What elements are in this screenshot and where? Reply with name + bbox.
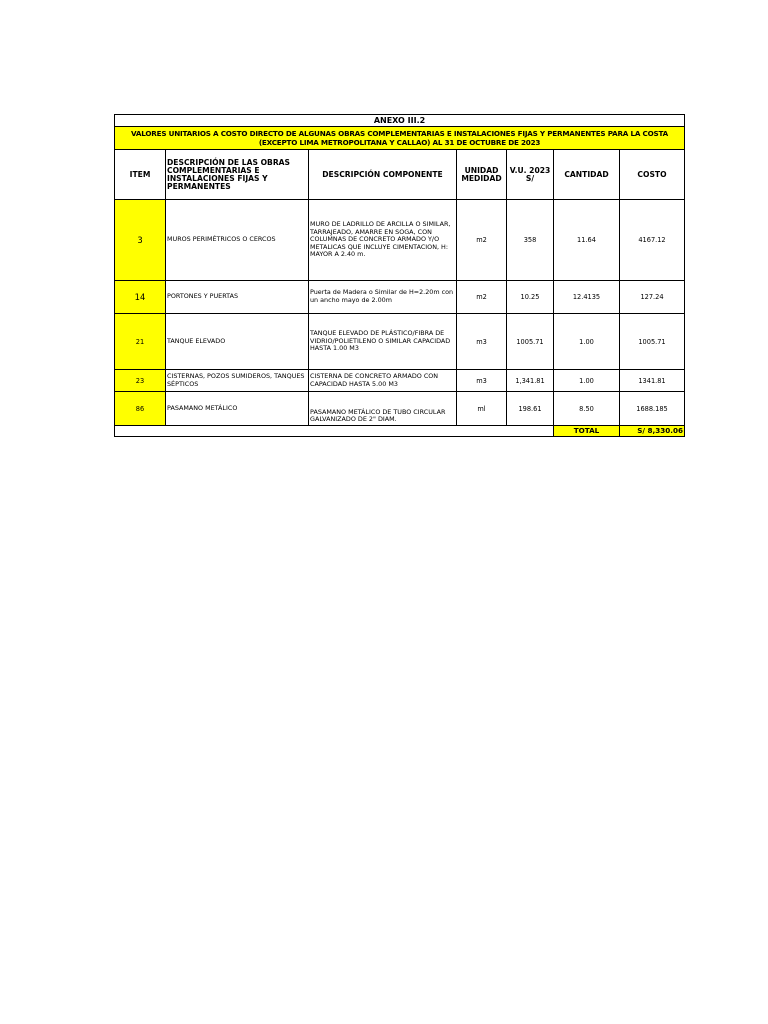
header-descripcion-obras: DESCRIPCIÓN DE LAS OBRAS COMPLEMENTARIAS E INSTALACIONES FIJAS Y PERMANENTES	[166, 150, 309, 200]
header-vu: V.U. 2023 S/	[507, 150, 554, 200]
item-number: 21	[115, 314, 166, 370]
unit: m2	[457, 200, 507, 281]
obra-description: MUROS PERIMÉTRICOS O CERCOS	[166, 200, 309, 281]
table-row	[115, 200, 685, 281]
header-item: ITEM	[115, 150, 166, 200]
unit-value: 198.61	[507, 392, 554, 426]
quantity: 11.64	[554, 200, 620, 281]
header-unidad: UNIDAD MEDIDAD	[457, 150, 507, 200]
table-subtitle: VALORES UNITARIOS A COSTO DIRECTO DE ALGUNAS OBRAS COMPLEMENTARIAS E INSTALACIONES FIJAS Y PERMANENTES PARA LA COSTA (EXCEPTO LIMA METROPOLITANA Y CALLAO) AL 31 DE OCTUBRE DE 2023	[115, 127, 685, 150]
table-row	[115, 370, 685, 392]
item-number: 23	[115, 370, 166, 392]
valuation-table	[114, 114, 685, 437]
unit: ml	[457, 392, 507, 426]
unit: m2	[457, 281, 507, 314]
cost: 1341.81	[620, 370, 685, 392]
quantity: 1.00	[554, 314, 620, 370]
unit: m3	[457, 370, 507, 392]
unit-value: 10.25	[507, 281, 554, 314]
unit-value: 1,341.81	[507, 370, 554, 392]
obra-description: CISTERNAS, POZOS SUMIDEROS, TANQUES SÉPTICOS	[166, 370, 309, 392]
total-value: S/ 8,330.06	[620, 426, 685, 437]
item-number: 3	[115, 200, 166, 281]
table-row	[115, 392, 685, 426]
cost: 4167.12	[620, 200, 685, 281]
unit: m3	[457, 314, 507, 370]
item-number: 86	[115, 392, 166, 426]
cost: 1005.71	[620, 314, 685, 370]
component-description: PASAMANO METÁLICO DE TUBO CIRCULAR GALVANIZADO DE 2" DIAM.	[309, 392, 457, 426]
header-costo: COSTO	[620, 150, 685, 200]
component-description: TANQUE ELEVADO DE PLÁSTICO/FIBRA DE VIDRIO/POLIETILENO O SIMILAR CAPACIDAD HASTA 1.00 M3	[309, 314, 457, 370]
item-number: 14	[115, 281, 166, 314]
table-row	[115, 281, 685, 314]
cost: 1688.185	[620, 392, 685, 426]
component-description: CISTERNA DE CONCRETO ARMADO CON CAPACIDAD HASTA 5.00 M3	[309, 370, 457, 392]
component-description: Puerta de Madera o Similar de H=2.20m con un ancho mayo de 2.00m	[309, 281, 457, 314]
header-cantidad: CANTIDAD	[554, 150, 620, 200]
table-row	[115, 314, 685, 370]
obra-description: PASAMANO METÁLICO	[166, 392, 309, 426]
component-description: MURO DE LADRILLO DE ARCILLA O SIMILAR, TARRAJEADO, AMARRE EN SOGA, CON COLUMNAS DE CONCRETO ARMADO Y/O METALICAS QUE INCLUYE CIMENTACION, H: MAYOR A 2.40 m.	[309, 200, 457, 281]
total-row	[115, 426, 685, 437]
obra-description: TANQUE ELEVADO	[166, 314, 309, 370]
header-descripcion-componente: DESCRIPCIÓN COMPONENTE	[309, 150, 457, 200]
total-spacer	[115, 426, 554, 437]
annex-title: ANEXO III.2	[115, 115, 685, 127]
quantity: 12.4135	[554, 281, 620, 314]
unit-value: 1005.71	[507, 314, 554, 370]
quantity: 1.00	[554, 370, 620, 392]
obra-description: PORTONES Y PUERTAS	[166, 281, 309, 314]
unit-value: 358	[507, 200, 554, 281]
cost: 127.24	[620, 281, 685, 314]
quantity: 8.50	[554, 392, 620, 426]
total-label: TOTAL	[554, 426, 620, 437]
